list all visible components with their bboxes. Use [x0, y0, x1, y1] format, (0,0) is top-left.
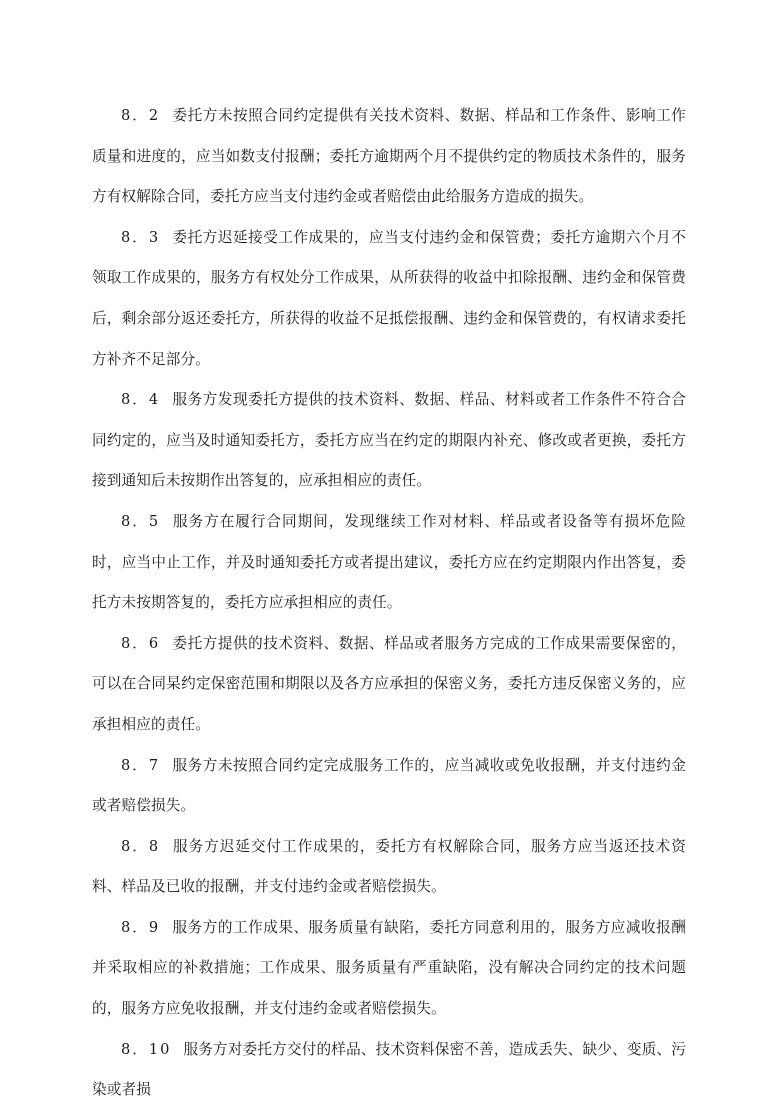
clause-8-6 [92, 624, 686, 746]
clause-number: 8．9 [121, 918, 161, 936]
clause-text: 委托方未按照合同约定提供有关技术资料、数据、样品和工作条件、影响工作质量和进度的，应当如数支付报酬；委托方逾期两个月不提供约定的物质技术条件的，服务方有权解除合同，委托方应当支付违约金或者赔偿由此给服务方造成的损失。 [92, 107, 686, 206]
clause-text: 服务方发现委托方提供的技术资料、数据、样品、材料或者工作条件不符合合同约定的，应当及时通知委托方，委托方应当在约定的期限内补充、修改或者更换，委托方接到通知后未按期作出答复的，应承担相应的责任。 [92, 391, 686, 490]
clause-number: 8．5 [121, 512, 161, 530]
clause-8-2 [92, 96, 686, 218]
clause-text: 委托方提供的技术资料、数据、样品或者服务方完成的工作成果需要保密的，可以在合同杲约定保密范围和期限以及各方应承担的保密义务，委托方违反保密义务的，应承担相应的责任。 [92, 634, 686, 733]
clause-text: 服务方未按照合同约定完成服务工作的，应当减收或免收报酬，并支付违约金或者赔偿损失。 [92, 756, 686, 815]
contract-clauses [92, 96, 686, 1111]
clause-8-3 [92, 218, 686, 380]
clause-8-4 [92, 380, 686, 502]
clause-text: 服务方迟延交付工作成果的，委托方有权解除合同，服务方应当返还技术资料、样品及已收的报酬，并支付违约金或者赔偿损失。 [92, 837, 686, 896]
clause-number: 8．3 [121, 228, 161, 246]
clause-8-10 [92, 1030, 686, 1111]
clause-number: 8．2 [121, 107, 161, 124]
clause-number: 8．4 [121, 391, 161, 409]
clause-number: 8．10 [121, 1040, 172, 1058]
clause-number: 8．7 [121, 756, 161, 774]
clause-8-8 [92, 827, 686, 908]
clause-text: 服务方在履行合同期间，发现继续工作对材料、样品或者设备等有损坏危险时，应当中止工作，并及时通知委托方或者提出建议，委托方应在约定期限内作出答复，委托方未按期答复的，委托方应承担相应的责任。 [92, 512, 686, 612]
clause-number: 8．6 [121, 634, 161, 652]
clause-text: 服务方的工作成果、服务质量有缺陷，委托方同意利用的，服务方应减收报酬并采取相应的补救措施；工作成果、服务质量有严重缺陷，没有解决合同约定的技术问题的，服务方应免收报酬，并支付违约金或者赔偿损失。 [92, 918, 686, 1018]
clause-8-9 [92, 908, 686, 1030]
clause-number: 8．8 [121, 837, 161, 855]
clause-8-5 [92, 502, 686, 624]
clause-8-7 [92, 746, 686, 827]
clause-text: 委托方迟延接受工作成果的，应当支付违约金和保管费；委托方逾期六个月不领取工作成果的，服务方有权处分工作成果，从所获得的收益中扣除报酬、违约金和保管费后，剩余部分返还委托方，所获得的收益不足抵偿报酬、违约金和保管费的，有权请求委托方补齐不足部分。 [92, 228, 686, 368]
clause-text: 服务方对委托方交付的样品、技术资料保密不善，造成丢失、缺少、变质、污染或者损 [92, 1040, 686, 1099]
